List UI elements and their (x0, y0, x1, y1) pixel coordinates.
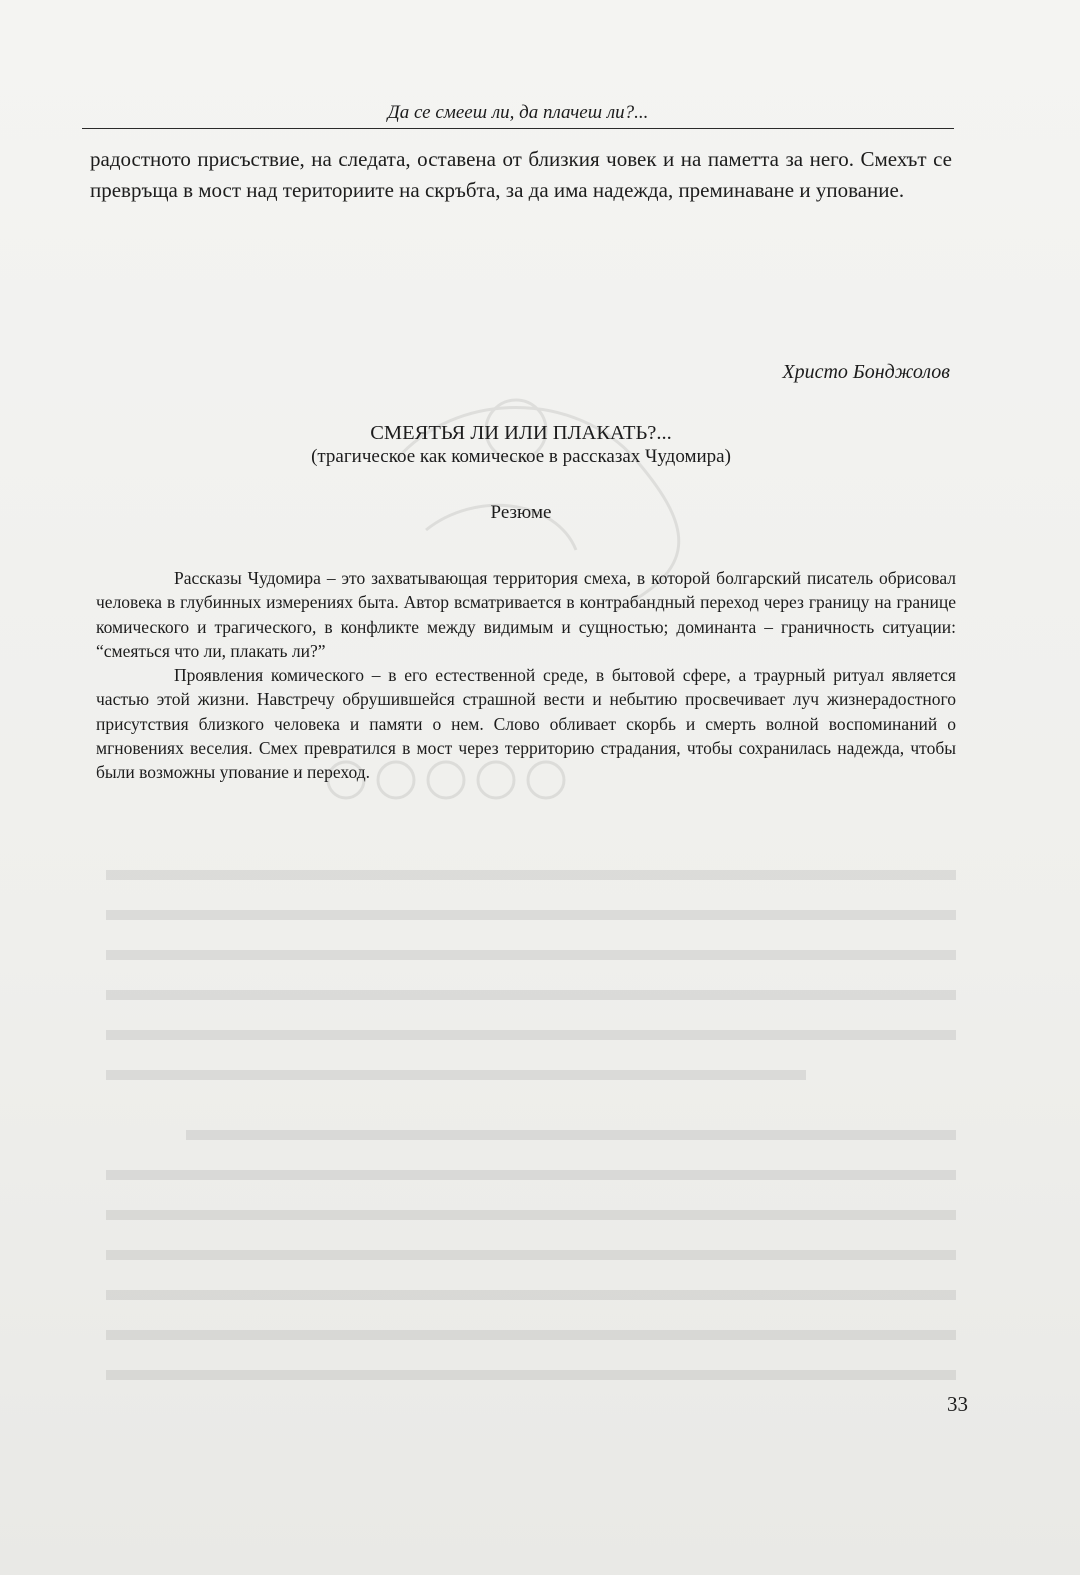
author-name: Христо Бонджолов (782, 361, 950, 383)
article-title: СМЕЯТЬЯ ЛИ ИЛИ ПЛАКАТЬ?... (370, 422, 672, 444)
summary-heading: Резюме (490, 502, 552, 523)
article-subtitle: (трагическое как комическое в рассказах Чудомира) (311, 446, 731, 467)
summary-paragraph-2: Проявления комического – в его естественной среде, в бытовой сфере, а траурный ритуал является частью этой жизни. Навстречу обрушившейся страшной вести и небытию просвечивает луч жизнерадостного присутствия близкого человека и памяти о нем. Слово обливает скорбь и смерть волной воспоминаний о мгновениях веселия. Смех превратился в мост через территорию страдания, чтобы сохранилась надежда, чтобы были возможны упование и переход. (96, 665, 956, 783)
show-through-texture (96, 310, 966, 1400)
page-number: 33 (947, 1392, 968, 1416)
running-head: Да се смееш ли, да плачеш ли?... (387, 102, 649, 123)
summary-text (96, 566, 956, 785)
body-paragraph: радостното присъствие, на следата, оставена от близкия човек и на паметта за него. Смехът се превръща в мост над териториите на скръбта, за да има надежда, преминаване и упование. (90, 147, 952, 202)
header-rule (82, 128, 954, 129)
summary-paragraph-1: Рассказы Чудомира – это захватывающая территория смеха, в которой болгарский писатель обрисовал человека в глубинных измерениях быта. Автор всматривается в контрабандный переход через границу на границе комического и трагического, в конфликте между видимым и сущностью; доминанта – граничность ситуации: “смеяться что ли, плакать ли?” (96, 568, 956, 661)
